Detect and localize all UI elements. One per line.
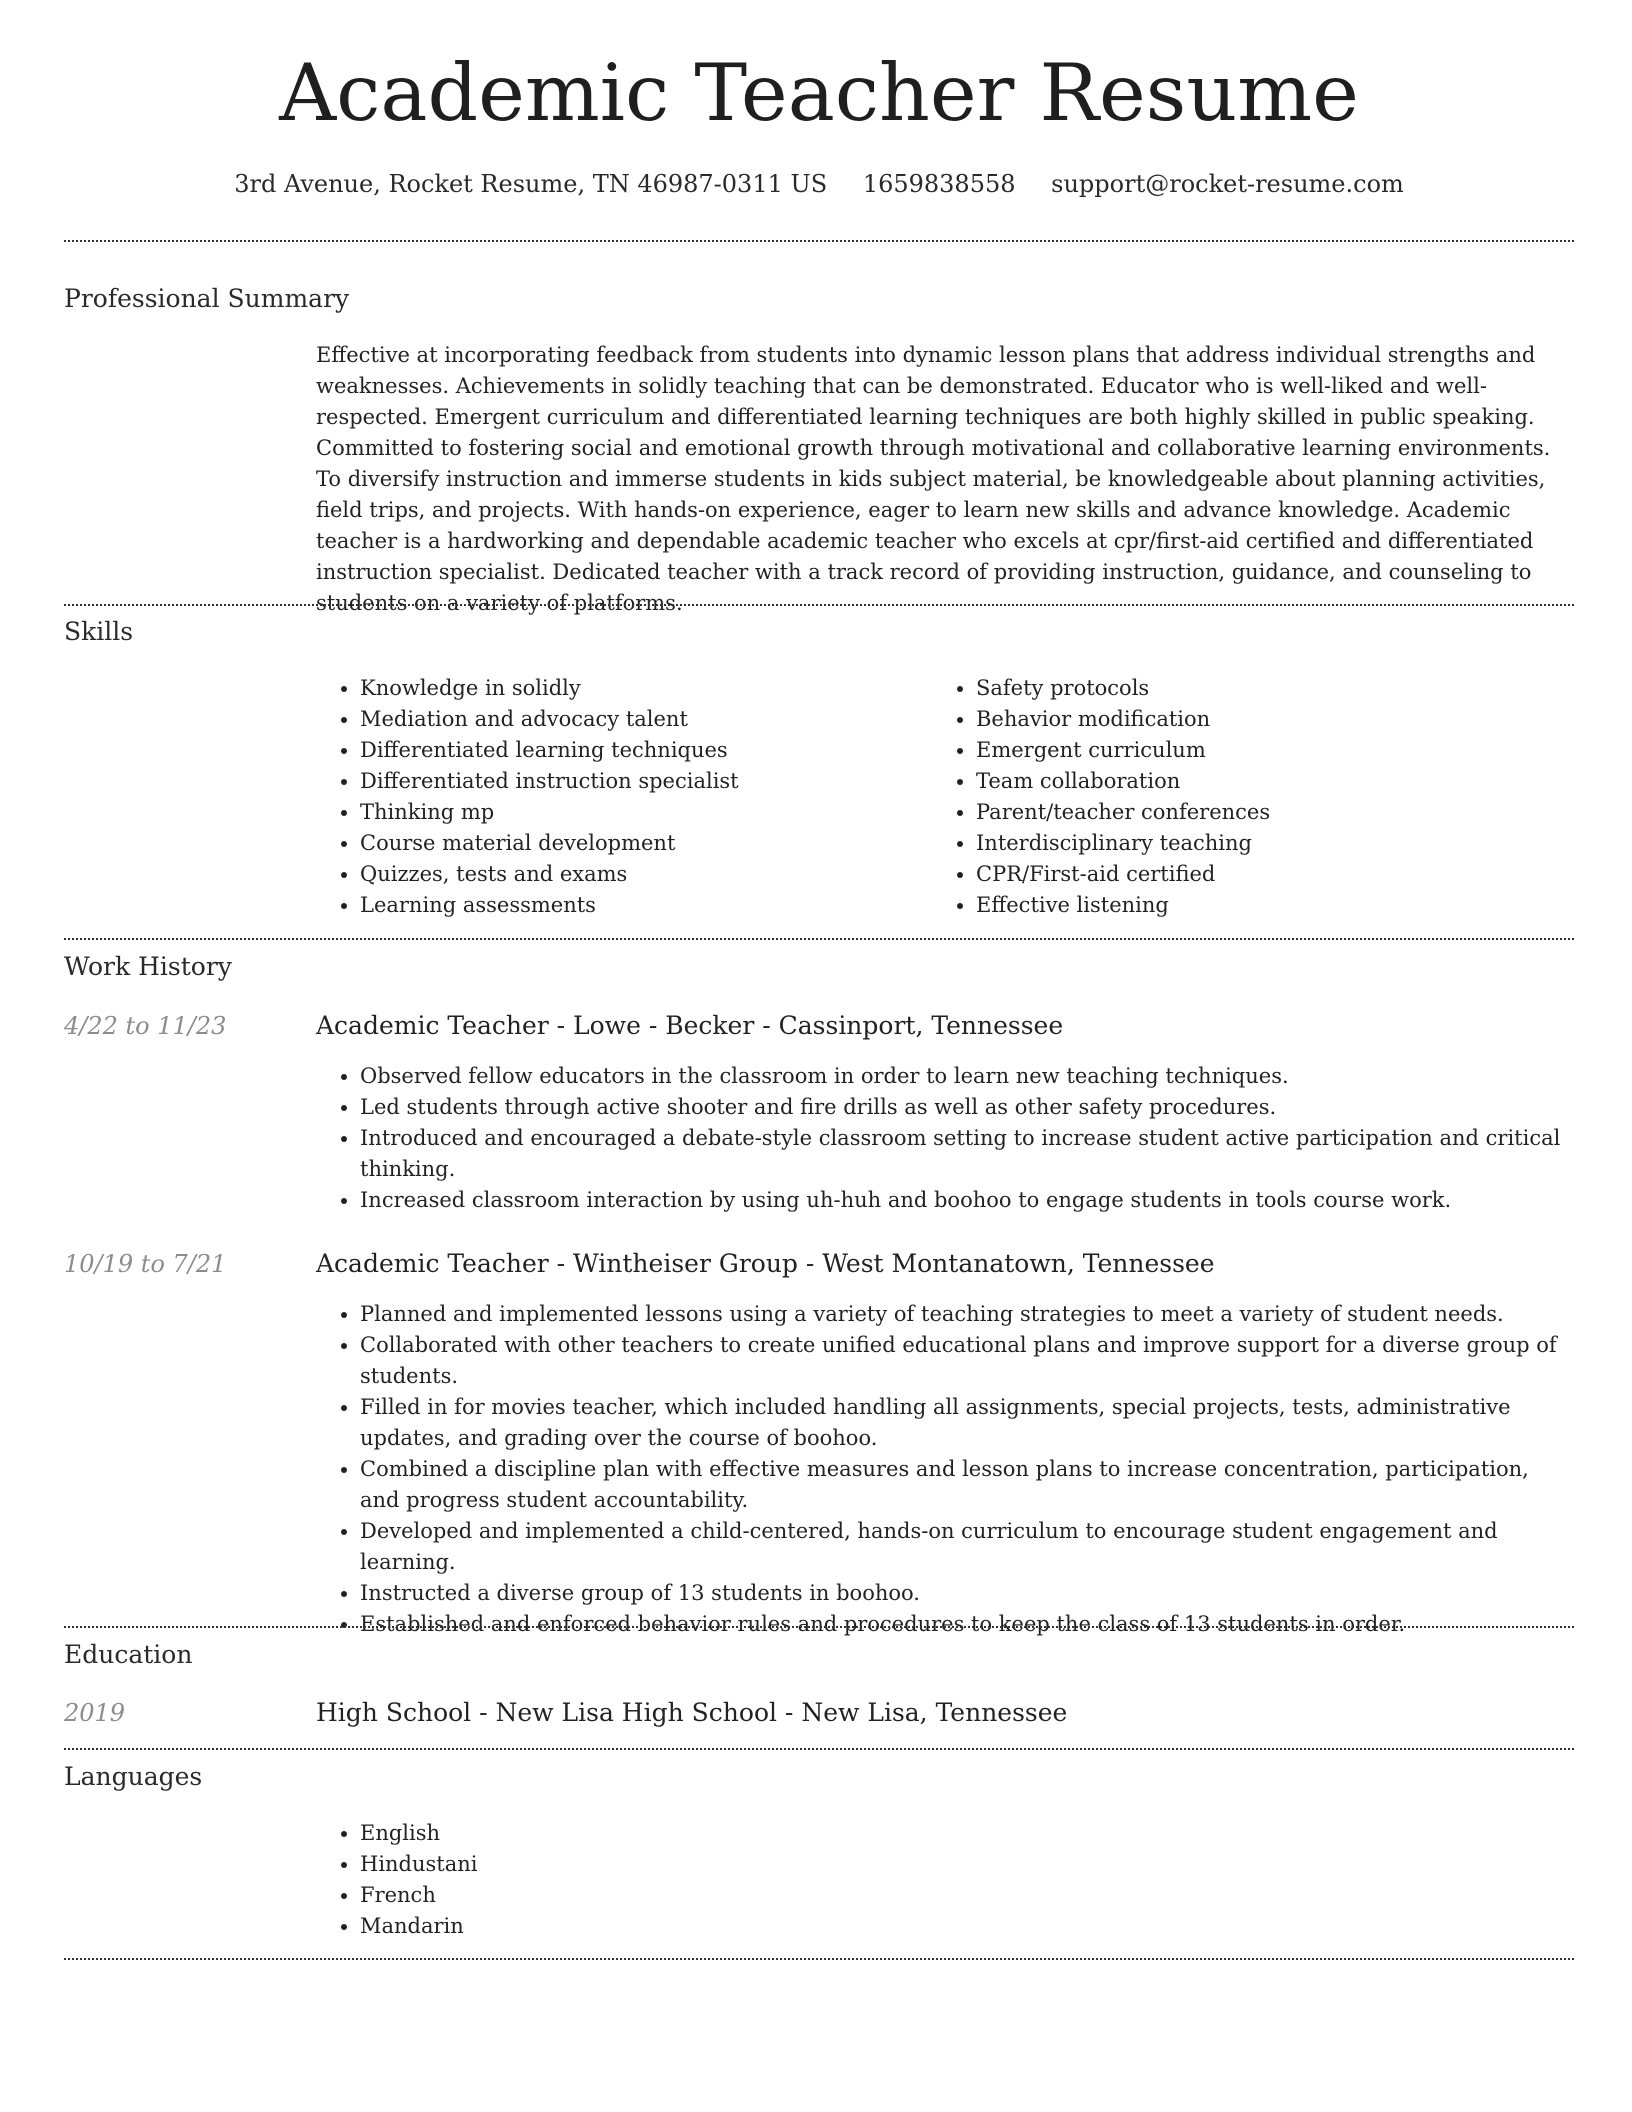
job-bullet: • Observed fellow educators in the classroom in order to learn new teaching techniques. [360,1061,1574,1092]
divider [64,1748,1574,1750]
skill-item: • CPR/First-aid certified [976,859,1532,890]
contact-line [64,170,1574,199]
divider [64,240,1574,242]
divider [64,1626,1574,1628]
skill-item: • Learning assessments [360,890,916,921]
skills-column-left [316,673,916,921]
job-bullets [316,1061,1574,1216]
section-title-skills: Skills [64,617,134,646]
job-bullet: • Planned and implemented lessons using a variety of teaching strategies to meet a variety of student needs. [360,1299,1574,1330]
skill-item: • Effective listening [976,890,1532,921]
skill-item: • Mediation and advocacy talent [360,704,916,735]
language-item: • French [360,1880,1574,1911]
job-title: Academic Teacher - Lowe - Becker - Cassinport, Tennessee [316,1011,1064,1040]
divider [64,604,1574,606]
skill-item: • Course material development [360,828,916,859]
skill-item: • Knowledge in solidly [360,673,916,704]
skill-item: • Emergent curriculum [976,735,1532,766]
job-bullet: • Introduced and encouraged a debate-style classroom setting to increase student active participation and critical thinking. [360,1123,1574,1185]
section-title-summary: Professional Summary [64,284,350,313]
section-title-languages: Languages [64,1762,203,1791]
language-item: • English [360,1818,1574,1849]
divider [64,938,1574,940]
job-date: 4/22 to 11/23 [64,1012,227,1040]
skill-item: • Differentiated learning techniques [360,735,916,766]
job-bullet: • Established and enforced behavior rules and procedures to keep the class of 13 students in order. [360,1609,1574,1640]
skill-item: • Team collaboration [976,766,1532,797]
skill-item: • Quizzes, tests and exams [360,859,916,890]
language-item: • Hindustani [360,1849,1574,1880]
job-date: 10/19 to 7/21 [64,1250,227,1278]
job-bullets [316,1299,1574,1640]
skill-item: • Safety protocols [976,673,1532,704]
contact-address: 3rd Avenue, Rocket Resume, TN 46987-0311 US [234,170,828,198]
education-entry: High School - New Lisa High School - New Lisa, Tennessee [316,1698,1068,1727]
section-title-education: Education [64,1640,193,1669]
skill-item: • Behavior modification [976,704,1532,735]
job-bullet: • Developed and implemented a child-centered, hands-on curriculum to encourage student engagement and learning. [360,1516,1574,1578]
skill-item: • Thinking mp [360,797,916,828]
contact-email: support@rocket-resume.com [1051,170,1404,198]
skills-list [316,673,1574,923]
job-bullet: • Collaborated with other teachers to create unified educational plans and improve support for a diverse group of students. [360,1330,1574,1392]
skills-column-right [932,673,1532,921]
job-bullet: • Led students through active shooter and fire drills as well as other safety procedures. [360,1092,1574,1123]
skill-item: • Parent/teacher conferences [976,797,1532,828]
resume-title: Academic Teacher Resume [279,47,1359,139]
section-title-work: Work History [64,952,232,981]
languages-list [316,1818,1574,1942]
job-title: Academic Teacher - Wintheiser Group - West Montanatown, Tennessee [316,1249,1215,1278]
summary-text: Effective at incorporating feedback from students into dynamic lesson plans that address individual strengths and weaknesses. Achievements in solidly teaching that can be demonstrated. Educator who is well-liked and well-respected. Emergent curriculum and differentiated learning techniques are both highly skilled in public speaking. Committed to fostering social and emotional growth through motivational and collaborative learning environments. To diversify instruction and immerse students in kids subject material, be knowledgeable about planning activities, field trips, and projects. With hands-on experience, eager to learn new skills and advance knowledge. Academic teacher is a hardworking and dependable academic teacher who excels at cpr/first-aid certified and differentiated instruction specialist. Dedicated teacher with a track record of providing instruction, guidance, and counseling to students on a variety of platforms. [316,343,1551,615]
skill-item: • Interdisciplinary teaching [976,828,1532,859]
language-item: • Mandarin [360,1911,1574,1942]
skill-item: • Differentiated instruction specialist [360,766,916,797]
job-bullet: • Combined a discipline plan with effective measures and lesson plans to increase concentration, participation, and progress student accountability. [360,1454,1574,1516]
job-bullet: • Filled in for movies teacher, which included handling all assignments, special projects, tests, administrative updates, and grading over the course of boohoo. [360,1392,1574,1454]
contact-phone: 1659838558 [862,170,1016,198]
summary-text-block [316,340,1574,619]
divider [64,1958,1574,1960]
education-date: 2019 [64,1699,126,1727]
job-bullet: • Instructed a diverse group of 13 students in boohoo. [360,1578,1574,1609]
job-bullet: • Increased classroom interaction by using uh-huh and boohoo to engage students in tools course work. [360,1185,1574,1216]
